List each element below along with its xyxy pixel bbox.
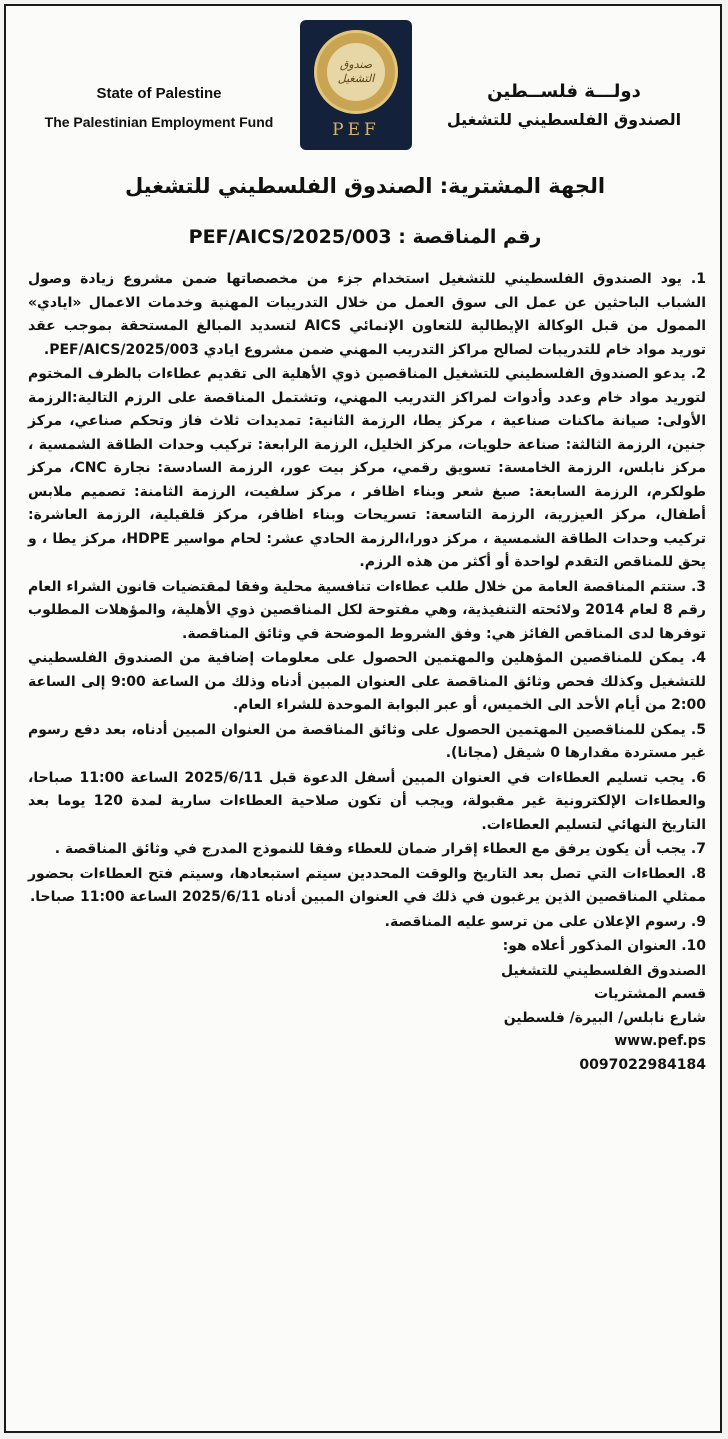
- list-item: [28, 268, 706, 362]
- item-number: 5.: [690, 721, 706, 738]
- buyer-title: الجهة المشترية: الصندوق الفلسطيني للتشغيل: [124, 174, 606, 198]
- address-street: شارع نابلس/ البيرة/ فلسطين: [503, 1009, 706, 1026]
- address-block: [28, 960, 706, 1078]
- item-number: 1.: [690, 271, 706, 287]
- item-number: 6.: [690, 769, 706, 786]
- item-number: 2.: [690, 366, 706, 382]
- list-item: [28, 838, 706, 862]
- arabic-state-name: دولـــة فلســطين: [487, 81, 641, 102]
- address-department: قسم المشتريات: [594, 986, 706, 1002]
- header-english: [24, 80, 294, 136]
- arabic-fund-name: الصندوق الفلسطيني للتشغيل: [446, 110, 682, 129]
- item-number: 3.: [690, 578, 707, 595]
- item-text: ستتم المناقصة العامة من خلال طلب عطاءات تنافسية محلية وفقا لمقتضيات قانون الشراء العام رقم 8 لعام 2014 ولائحته التنفيذية، وهي مفتوحة لكل المناقصين ذوي الأهلية، والمؤهلات المطلوب توفرها لدى المناقص الفائز هي: وفق الشروط الموضحة في وثائق المناقصة.: [28, 578, 706, 642]
- list-item: [28, 647, 706, 718]
- logo-abbreviation: PEF: [332, 120, 380, 140]
- tender-number-title: رقم المناقصة : PEF/AICS/2025/003: [188, 226, 542, 248]
- list-item: [28, 767, 706, 838]
- list-item: [28, 719, 706, 766]
- item-text: يمكن للمناقصين المؤهلين والمهتمين الحصول على معلومات إضافية من الصندوق الفلسطيني للتشغيل وكذلك فحص وثائق المناقصة على العنوان المبين أدناه وذلك من الساعة 9:00 إلى الساعة 2:00 من أيام الأحد الى الخميس، أو عبر البوابة الموحدة للشراء العام.: [28, 650, 706, 713]
- website-link[interactable]: www.pef.ps: [614, 1033, 706, 1049]
- english-fund-name: The Palestinian Employment Fund: [44, 114, 274, 130]
- item-number: 8.: [690, 865, 707, 882]
- list-item: [28, 935, 706, 959]
- address-org: الصندوق الفلسطيني للتشغيل: [501, 962, 706, 979]
- header-arabic: [424, 78, 704, 134]
- list-item: [28, 576, 706, 647]
- list-item: [28, 363, 706, 575]
- item-text: يود الصندوق الفلسطيني للتشغيل استخدام جزء من مخصصاتها ضمن مشروع زيادة وصول الشباب الباحثين عن عمل الى سوق العمل من خلال التدريبات المهنية وخدمات الاعمال «ايادي» الممول من قبل الوكالة الإيطالية للتعاون الإنمائي AICS لتسديد المبالغ المستحقة بموجب عقد توريد مواد خام للتدريبات لصالح مراكز التدريب المهني ضمن مشروع ايادي PEF/AICS/2025/003.: [28, 271, 706, 358]
- list-item: [28, 863, 706, 910]
- phone-number: 0097022984184: [579, 1056, 706, 1073]
- item-number: 7.: [690, 841, 706, 857]
- announcement-body: [28, 268, 706, 1077]
- english-state-name: State of Palestine: [96, 85, 222, 102]
- item-number: 10.: [681, 938, 706, 954]
- item-number: 4.: [690, 650, 707, 666]
- announcement-frame: [4, 4, 722, 1433]
- item-text: يمكن للمناقصين المهتمين الحصول على وثائق المناقصة من العنوان المبين أدناه، بعد دفع رسوم غير مستردة مقدارها 0 شيقل (مجانا).: [28, 721, 706, 761]
- list-item: [28, 911, 706, 935]
- item-number: 9.: [690, 913, 706, 930]
- item-text: العطاءات التي تصل بعد التاريخ والوقت المحددين سيتم استبعادها، وسيتم فتح العطاءات بحضور ممثلي المناقصين الذين يرغبون في ذلك في العنوان المبين أدناه 2025/6/11 الساعة 11:00 صباحا.: [28, 865, 706, 905]
- logo-badge-text: صندوق التشغيل: [327, 43, 385, 101]
- item-text: يجب تسليم العطاءات في العنوان المبين أسفل الدعوة قبل 2025/6/11 الساعة 11:00 صباحا، والعطاءات الإلكترونية غير مقبولة، ويجب أن تكون صلاحية العطاءات سارية لمدة 120 يوما بعد التاريخ النهائي لتسليم العطاءات.: [28, 769, 707, 833]
- item-text: رسوم الإعلان على من ترسو عليه المناقصة.: [384, 913, 687, 930]
- logo-badge-icon: [314, 30, 398, 114]
- item-text: العنوان المذكور أعلاه هو:: [502, 938, 677, 954]
- item-text: يدعو الصندوق الفلسطيني للتشغيل المناقصين ذوي الأهلية الى تقديم عطاءات بالظرف المختوم لتوريد مواد خام وعدد وأدوات لمراكز التدريب المهني، وتشتمل المناقصة على الرزم التالية:الرزمة الأولى: صيانة ماكنات صناعية ، مركز يطا، الرزمة الثانية: تمديدات ثلاث فاز وتحكم صناعي، مركز جنين، الرزمة الثالثة: صناعة حلويات، مركز الخليل، الرزمة الرابعة: تركيب وحدات الطاقة الشمسية ، مركز نابلس، الرزمة الخامسة: تسويق رقمي، مركز بيت عور، الرزمة السادسة: نجارة CNC، مركز طولكرم، الرزمة السابعة: صبغ شعر وبناء اظافر ، مركز سلفيت، الرزمة الثامنة: تصميم ملابس أطفال، مركز العيزرية، الرزمة التاسعة: تسريحات وبناء اظافر، مركز قلقيلية، الرزمة العاشرة: تركيب وحدات الطاقة الشمسية ، مركز دورا،الرزمة الحادي عشر: لحام مواسير HDPE، مركز يطا ، و يحق للمناقص التقدم لواحدة أو أكثر من هذه الرزم.: [28, 366, 707, 570]
- item-text: يجب أن يكون يرفق مع العطاء إقرار ضمان للعطاء وفقا للنموذج المدرج في وثائق المناقصة .: [54, 841, 687, 857]
- pef-logo: [300, 20, 412, 150]
